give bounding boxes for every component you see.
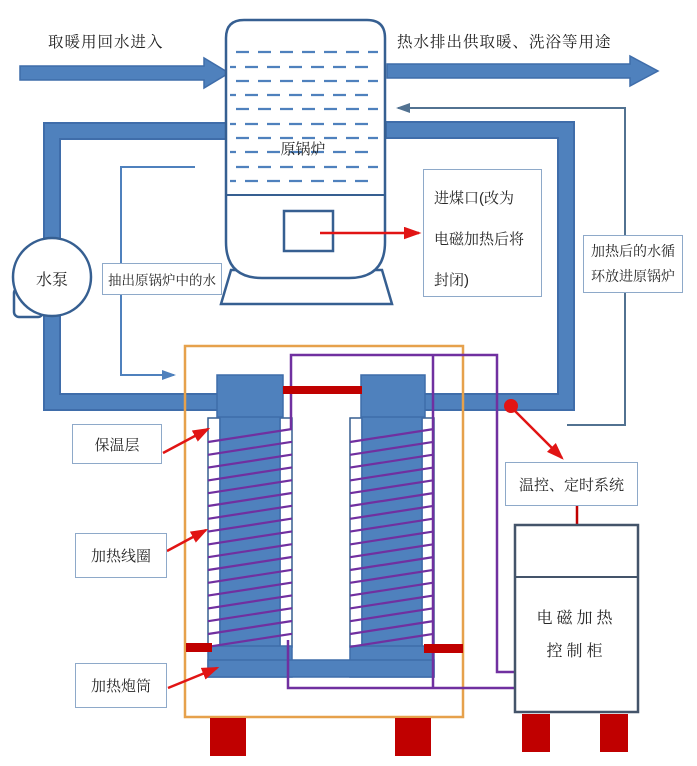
extract-water-box: 抽出原锅炉中的水: [102, 263, 222, 295]
heated-water-return-line2: 环放进原锅炉: [591, 268, 675, 284]
inlet-label: 取暖用回水进入: [48, 34, 164, 51]
pump-label: 水泵: [35, 272, 68, 289]
heating-barrel-box: 加热炮筒: [75, 663, 167, 708]
sensor-point-dot: [504, 399, 518, 413]
coal-inlet-opening: [284, 211, 333, 251]
coal-inlet-note-line1: 进煤口(改为: [434, 190, 514, 207]
control-system-box: 温控、定时系统: [505, 462, 638, 506]
heating-coil-box: 加热线圈: [75, 533, 167, 578]
cabinet-label-line1: 电磁加热: [536, 610, 617, 627]
heated-water-return-box: [583, 235, 683, 293]
boiler-label: 原锅炉: [280, 141, 326, 158]
inlet-flow-arrow: [20, 58, 229, 88]
cabinet-label: [515, 605, 638, 661]
coal-inlet-note-line2: 电磁加热后将: [434, 231, 525, 248]
red-feet: [210, 714, 628, 756]
coal-inlet-note-line3: 封闭): [434, 272, 469, 289]
coal-inlet-note-box: [423, 169, 542, 297]
cabinet-label-line2: 控制柜: [546, 643, 607, 660]
insulation-layer-box: 保温层: [72, 424, 162, 464]
heated-water-return-line1: 加热后的水循: [591, 243, 675, 259]
outlet-flow-arrow: [387, 56, 658, 86]
outlet-label: 热水排出供取暖、洗浴等用途: [397, 34, 612, 51]
